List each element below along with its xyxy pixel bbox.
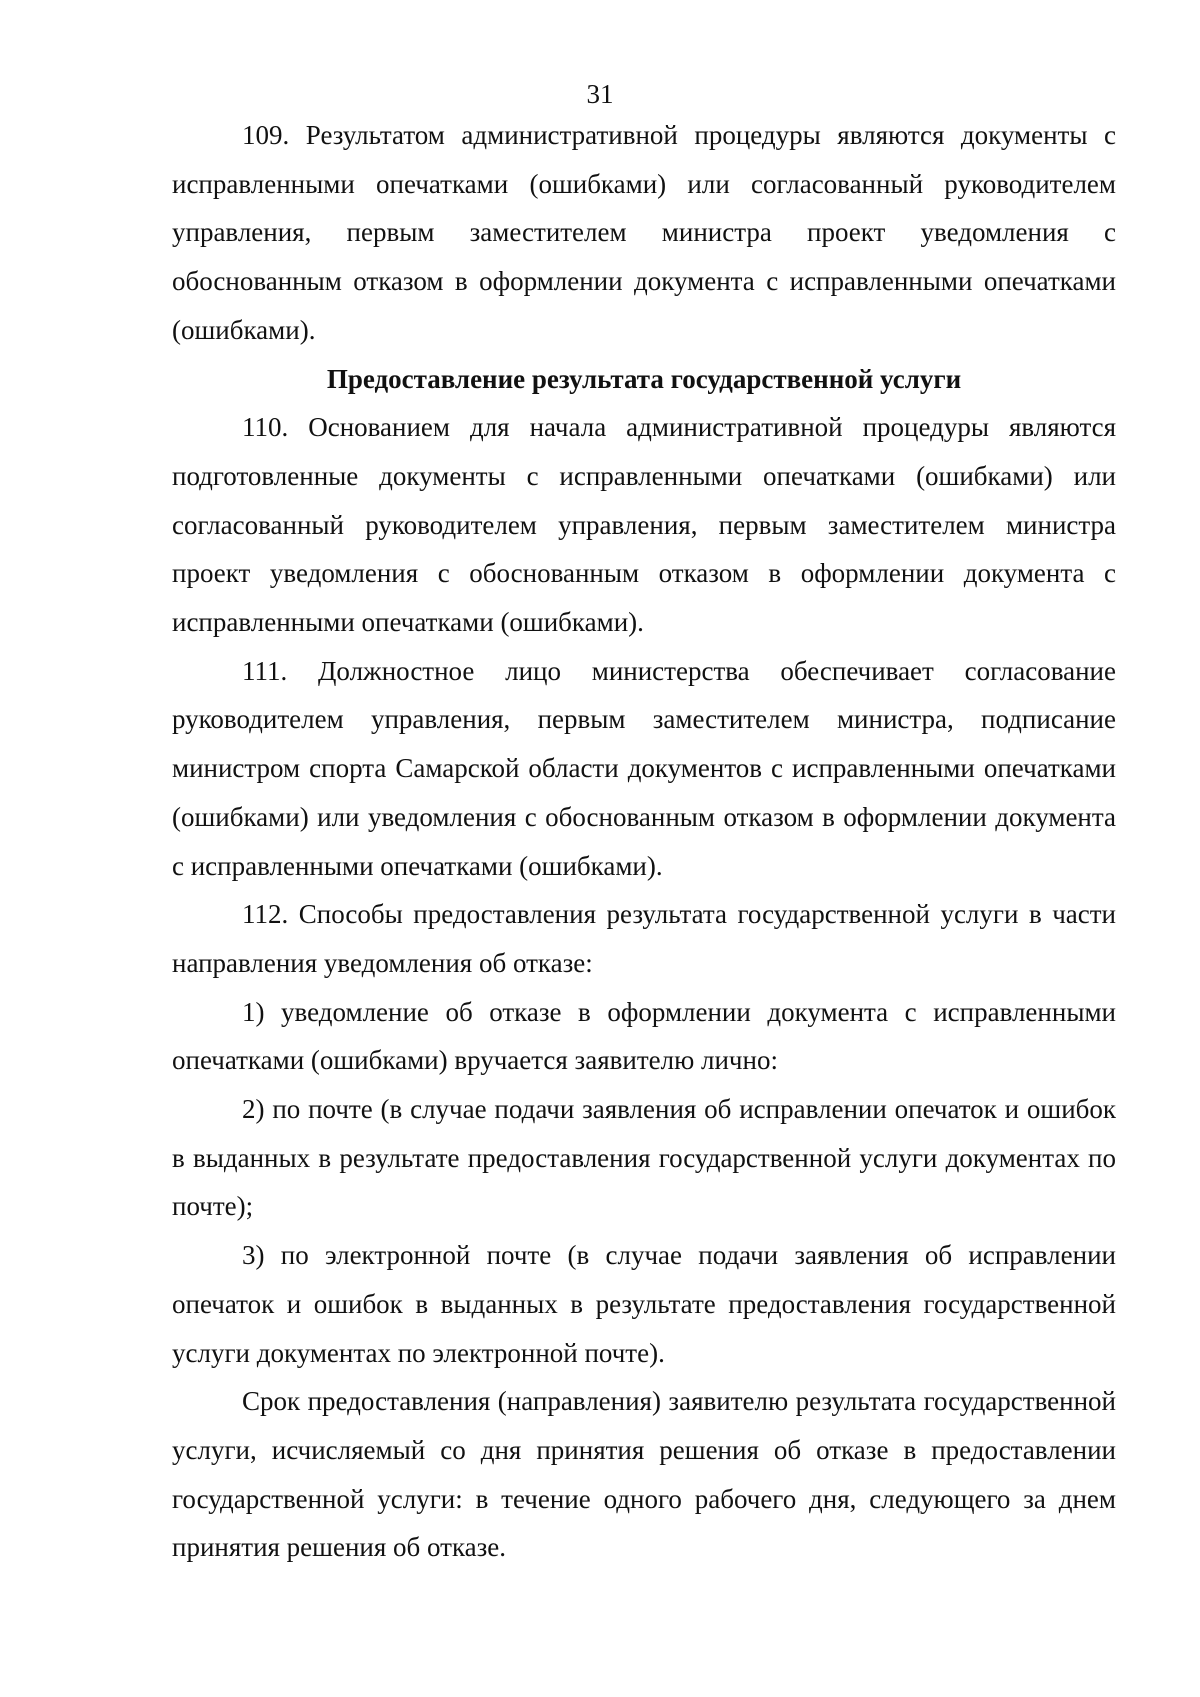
- list-item-1: 1) уведомление об отказе в оформлении документа с исправленными опечатками (ошибками) вручается заявителю лично:: [172, 996, 1116, 1076]
- list-item-3: 3) по электронной почте (в случае подачи заявления об исправлении опечаток и ошибок в выданных в результате предоставления государственной услуги документах по электронной почте).: [172, 1240, 1116, 1368]
- page-number: 31: [586, 79, 614, 109]
- section-heading: Предоставление результата государственной услуги: [326, 363, 962, 394]
- paragraph-111: 111. Должностное лицо министерства обеспечивает согласование руководителем управления, первым заместителем министра, подписание министром спорта Самарской области документов с исправленными опечатками (ошибками) или уведомления с обоснованным отказом в оформлении документа с исправленными опечатками (ошибками).: [172, 655, 1116, 881]
- paragraph-110: 110. Основанием для начала административной процедуры являются подготовленные документы с исправленными опечатками (ошибками) или согласованный руководителем управления, первым заместителем министра проект уведомления с обоснованным отказом в оформлении документа с исправленными опечатками (ошибками).: [172, 412, 1116, 638]
- paragraph-109: 109. Результатом административной процедуры являются документы с исправленными опечатками (ошибками) или согласованный руководителем управления, первым заместителем министра проект уведомления с обоснованным отказом в оформлении документа с исправленными опечатками (ошибками).: [172, 120, 1116, 345]
- paragraph-deadline: Срок предоставления (направления) заявителю результата государственной услуги, исчисляемый со дня принятия решения об отказе в предоставлении государственной услуги: в течение одного рабочего дня, следующего за днем принятия решения об отказе.: [172, 1386, 1116, 1563]
- paragraph-112: 112. Способы предоставления результата государственной услуги в части направления уведомления об отказе:: [172, 899, 1116, 978]
- list-item-2: 2) по почте (в случае подачи заявления об исправлении опечаток и ошибок в выданных в результате предоставления государственной услуги документах по почте);: [172, 1094, 1116, 1222]
- document-body: [172, 111, 1116, 1572]
